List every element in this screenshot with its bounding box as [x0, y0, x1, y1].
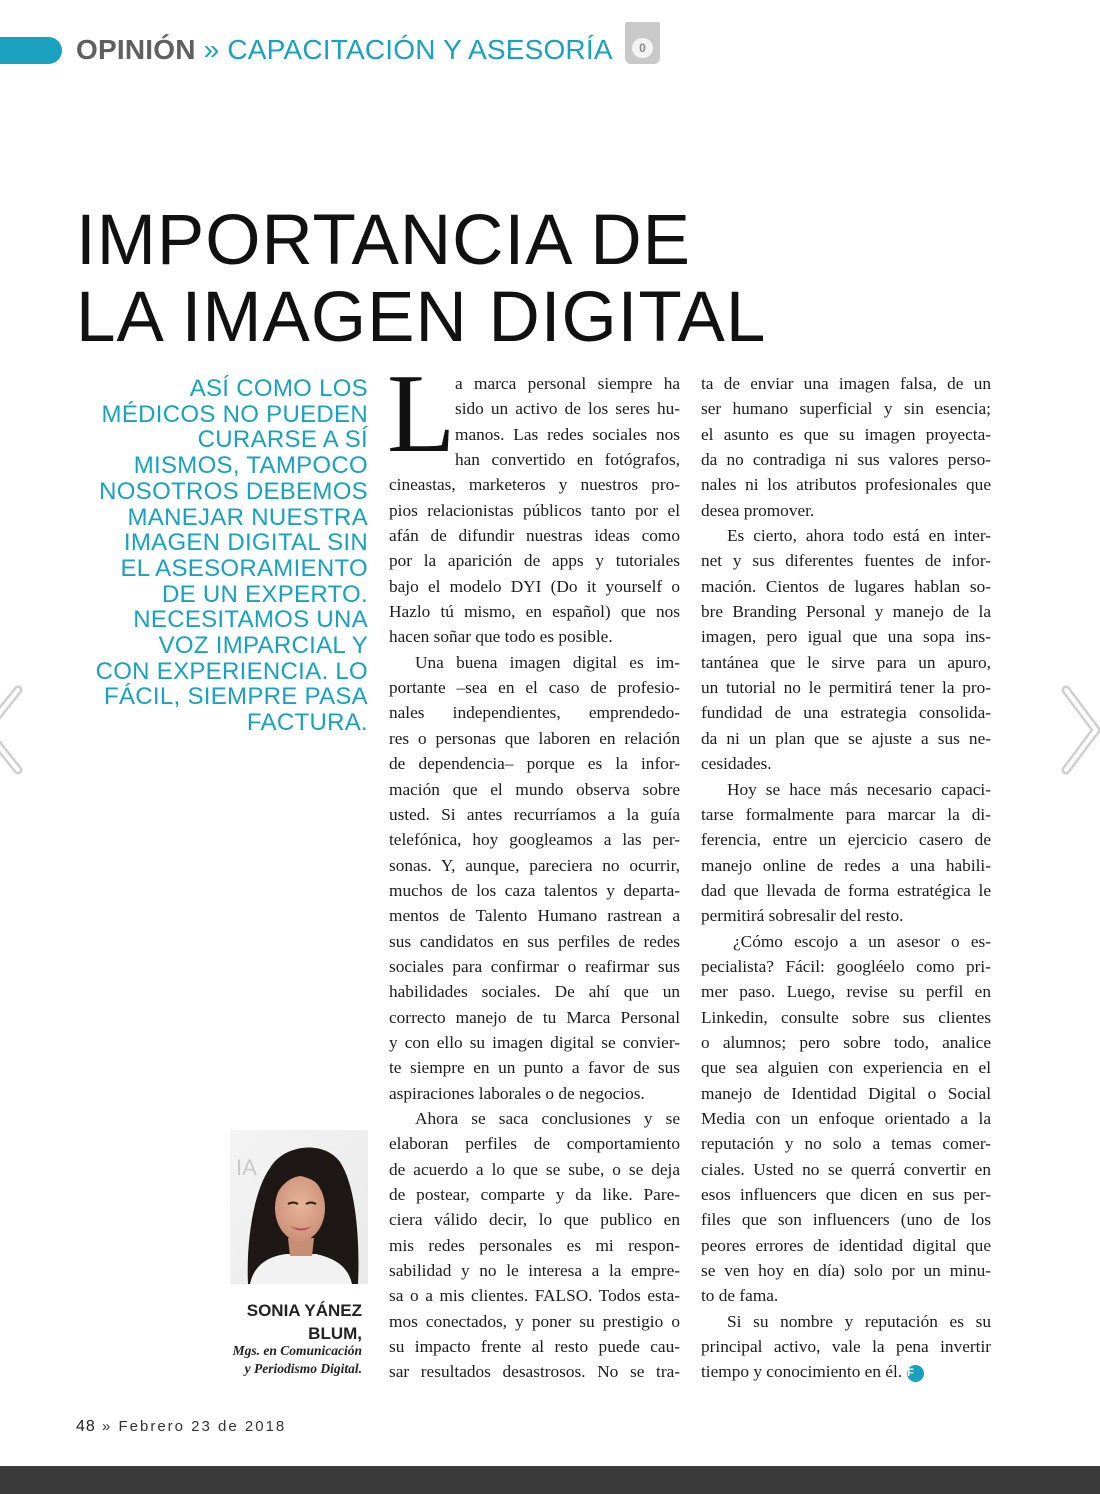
header-accent-tab [0, 37, 62, 64]
author-photo [230, 1130, 368, 1284]
pull-quote-line: CON EXPERIENCIA. LO [95, 657, 368, 685]
body-line-text: un tutorial no le permitirá tener la pro- [701, 678, 991, 698]
body-line [701, 650, 991, 675]
body-line-text: mación que el mundo observa sobre [389, 779, 680, 799]
bottom-bar [0, 1466, 1100, 1494]
body-line-text: a marca personal siempre ha [455, 374, 680, 393]
body-line [701, 1309, 991, 1334]
title-line: IMPORTANCIA DE [76, 201, 691, 280]
body-line-text: tantánea que le sirve para un apuro, [701, 652, 991, 672]
body-line [701, 1207, 991, 1232]
body-line-text: de acuerdo a lo que se sube, o se deja [389, 1159, 680, 1179]
body-line [701, 548, 991, 573]
body-line [389, 574, 680, 599]
body-line-text: mentos de Talento Humano rastrean a [389, 906, 680, 926]
body-line [455, 396, 680, 421]
pull-quote-line: DE UN EXPERTO. [161, 580, 368, 608]
body-line [389, 878, 680, 903]
body-line-text: sociales para confirmar o reafirmar sus [389, 956, 680, 976]
body-line-text: net y sus diferentes fuentes de infor- [701, 551, 991, 571]
body-line-text: mis redes personales es mi respon- [389, 1235, 680, 1255]
article-title [76, 202, 976, 356]
section-tab-mark: 0 [632, 38, 653, 58]
body-line-text: da ni un plan que se ajuste a sus ne- [701, 728, 991, 748]
body-line [389, 903, 680, 928]
body-line-text: tarse formalmente para marcar la di- [701, 804, 991, 824]
body-line-text: sus candidatos en sus perfiles de redes [389, 931, 680, 951]
body-line [389, 498, 680, 523]
section-tab-icon [625, 22, 660, 64]
previous-page-chevron-icon[interactable] [0, 684, 50, 776]
body-line-text: Media con un enfoque orientado a la [701, 1108, 991, 1128]
pull-quote-line: FACTURA. [246, 709, 368, 737]
body-line [389, 1233, 680, 1258]
pull-quote-line: FÁCIL, SIEMPRE PASA [104, 683, 368, 711]
body-line [701, 903, 991, 928]
body-line-text: afán de difundir nuestras ideas como [389, 526, 680, 546]
body-line-text: ciales. Usted no se querrá convertir en [701, 1159, 991, 1179]
body-line-text: permitirá sobresalir del resto. [701, 906, 904, 926]
body-line-text: de dependencia– porque es la infor- [389, 754, 680, 774]
body-line [701, 624, 991, 649]
body-line [389, 1005, 680, 1030]
pull-quote-line: CURARSE A SÍ [197, 426, 368, 454]
body-line-text: Linkedin, consulte sobre sus clientes [701, 1007, 991, 1027]
body-line [455, 447, 680, 472]
folio [76, 1418, 286, 1436]
body-line [701, 853, 991, 878]
body-line [701, 1233, 991, 1258]
body-line-text: manos. Las redes sociales nos [455, 424, 680, 444]
body-line-text: da no contradiga ni sus valores perso- [701, 450, 991, 470]
body-line-text: dad que llevada de forma estratégica le [701, 880, 991, 900]
body-line-text: mer paso. Luego, revise su perfil en [701, 982, 991, 1002]
body-line [389, 777, 680, 802]
body-line-text: el asunto es que su imagen proyecta- [701, 424, 991, 444]
body-line-text: ferencia, entre un ejercicio casero de [701, 830, 991, 850]
pull-quote-line: MÉDICOS NO PUEDEN [101, 400, 368, 428]
body-line [701, 777, 991, 802]
body-line-text: desea promover. [701, 500, 815, 520]
body-line [389, 853, 680, 878]
body-line [701, 1055, 991, 1080]
author-role [170, 1342, 362, 1378]
body-line-text: Una buena imagen digital es im- [415, 652, 680, 672]
body-line [701, 422, 991, 447]
body-line [701, 1081, 991, 1106]
body-line [701, 371, 991, 396]
body-line [701, 1258, 991, 1283]
section-separator: » [203, 34, 220, 65]
body-line [389, 1055, 680, 1080]
body-line [389, 523, 680, 548]
body-line-text: Hazlo tú mismo, en español) que nos [389, 602, 680, 622]
pull-quote-line: EL ASESORAMIENTO [120, 554, 368, 582]
body-line [701, 802, 991, 827]
body-line [389, 979, 680, 1004]
body-line [701, 1182, 991, 1207]
body-line [389, 751, 680, 776]
body-line [389, 827, 680, 852]
body-line-text: esos influencers que dicen en sus per- [701, 1185, 991, 1204]
body-line [701, 1334, 991, 1359]
body-line-text: ser humano superficial y sin esencia; [701, 399, 991, 419]
author-role-line: y Periodismo Digital. [244, 1361, 362, 1376]
body-line-text: nales ni los atributos profesionales que [701, 475, 991, 495]
body-line-text: sido un activo de los seres hu- [455, 399, 680, 419]
author-name [200, 1299, 362, 1345]
body-line [701, 1005, 991, 1030]
body-line-text: nales independientes, emprendedo- [389, 703, 680, 723]
body-line-text: sa o a mis clientes. FALSO. Todos esta- [389, 1286, 680, 1306]
body-line-text: ciera válido decir, lo que publico en [389, 1210, 680, 1230]
body-line [389, 1207, 680, 1232]
body-line-text: manejo online de redes a una habili- [701, 855, 991, 875]
body-line [701, 1030, 991, 1055]
body-line [455, 422, 680, 447]
body-line-text: aspiraciones laborales o de negocios. [389, 1083, 645, 1103]
body-line-text: Hoy se hace más necesario capaci- [727, 779, 991, 799]
body-line [701, 751, 991, 776]
body-line [389, 1157, 680, 1182]
body-line [389, 1359, 680, 1384]
body-line-text: principal activo, vale la pena invertir [701, 1337, 991, 1357]
body-line [701, 675, 991, 700]
body-line [701, 396, 991, 421]
end-mark-icon: F [907, 1365, 924, 1382]
body-line-text: sonas. Y, aunque, pareciera no ocurrir, [389, 855, 680, 875]
body-line-text: mos conectados, y poner su prestigio o [389, 1311, 680, 1331]
page-number: 48 [76, 1418, 96, 1435]
body-line-text: su impacto frente al resto puede cau- [389, 1337, 680, 1357]
body-line-text: bajo el modelo DYI (Do it yourself o [389, 576, 680, 596]
body-line [389, 954, 680, 979]
author-portrait-image [230, 1130, 368, 1284]
body-line [701, 954, 991, 979]
body-line [389, 675, 680, 700]
body-line-text: por la aparición de apps y tutoriales [389, 551, 680, 571]
body-line [389, 929, 680, 954]
body-line-text: Es cierto, ahora todo está en inter- [727, 526, 991, 546]
body-line-text: telefónica, hoy googleamos a las per- [389, 830, 680, 850]
body-line [389, 700, 680, 725]
pull-quote-line: NECESITAMOS UNA [133, 606, 368, 634]
body-line [389, 548, 680, 573]
pull-quote-line: MANEJAR NUESTRA [127, 503, 368, 531]
body-line-text: tiempo y conocimiento en él. [701, 1362, 903, 1382]
body-line-text: y con ello su imagen digital se convier- [389, 1032, 680, 1052]
body-line [389, 599, 680, 624]
body-column-2 [701, 371, 991, 1385]
body-line [389, 1182, 680, 1207]
body-line-text: o alumnos; pero sobre todo, analice [701, 1032, 991, 1052]
body-line-text: portante –sea en el caso de profesio- [389, 678, 680, 698]
body-line [701, 726, 991, 751]
pull-quote [95, 376, 368, 736]
body-line-text: manejo de Identidad Digital o Social [701, 1083, 991, 1103]
body-line-text: res o personas que laboren en relación [389, 728, 680, 748]
body-line-text: mación. Cientos de lugares hablan so- [701, 576, 991, 596]
body-line [701, 472, 991, 497]
section-name: OPINIÓN [76, 34, 196, 65]
body-line [701, 523, 991, 548]
pull-quote-line: VOZ IMPARCIAL Y [158, 632, 368, 660]
body-line [701, 498, 991, 523]
body-line-text: Si su nombre y reputación es su [727, 1311, 991, 1331]
body-line-text: fundidad de una estrategia consolida- [701, 703, 991, 723]
body-line [701, 1359, 991, 1384]
pull-quote-line: MISMOS, TAMPOCO [133, 452, 368, 480]
body-line [455, 371, 680, 396]
folio-separator: » [101, 1418, 113, 1435]
body-line [389, 472, 680, 497]
pull-quote-line: NOSOTROS DEBEMOS [99, 477, 368, 505]
body-line-text: cesidades. [701, 754, 772, 774]
body-line-text: se ven hoy en día) solo por un minu- [701, 1261, 991, 1281]
body-line-text: te siempre en un punto a favor de sus [389, 1058, 680, 1078]
author-name-line: BLUM, [308, 1324, 362, 1343]
body-line [701, 700, 991, 725]
pull-quote-line: IMAGEN DIGITAL SIN [123, 529, 368, 557]
body-line [701, 1157, 991, 1182]
body-line-text: usted. Si antes recurríamos a la guía [389, 804, 680, 824]
pull-quote-line: ASÍ COMO LOS [189, 375, 368, 402]
body-line-text: imagen, pero igual que una sopa ins- [701, 627, 991, 647]
body-line [389, 1030, 680, 1055]
body-line-text: sabilidad y no le interesa a la empre- [389, 1261, 680, 1281]
body-line [701, 599, 991, 624]
next-page-chevron-icon[interactable] [1054, 684, 1100, 776]
body-line [389, 1106, 680, 1131]
body-line-text: bre Branding Personal y manejo de la [701, 602, 991, 622]
body-line [389, 1131, 680, 1156]
body-line [389, 1283, 680, 1308]
body-line-text: sar resultados desastrosos. No se tra- [389, 1362, 680, 1382]
body-line [389, 1258, 680, 1283]
body-line [389, 1334, 680, 1359]
body-line-text: ¿Cómo escojo a un asesor o es- [733, 931, 991, 951]
body-line-text: que sea alguien con experiencia en el [701, 1058, 991, 1078]
author-role-line: Mgs. en Comunicación [232, 1343, 362, 1358]
body-column-1 [389, 371, 680, 1385]
body-line [389, 650, 680, 675]
photo-backdrop-text: IA [236, 1155, 257, 1180]
body-line [389, 1309, 680, 1334]
body-line [701, 827, 991, 852]
body-line-text: peores errores de identidad digital que [701, 1235, 991, 1255]
body-line [701, 1283, 991, 1308]
body-line [701, 447, 991, 472]
body-line-text: muchos de los caza talentos y departa- [389, 880, 680, 900]
issue-date: Febrero 23 de 2018 [118, 1418, 287, 1435]
body-line-text: cineastas, marketeros y nuestros pro- [389, 475, 680, 495]
body-line [701, 1106, 991, 1131]
body-line-text: ta de enviar una imagen falsa, de un [701, 374, 991, 393]
drop-cap: L [387, 352, 456, 476]
body-line-text: pecialista? Fácil: googléelo como pri- [701, 956, 991, 976]
body-line-text: habilidades sociales. De ahí que un [389, 982, 680, 1002]
body-line [389, 726, 680, 751]
body-line [389, 624, 680, 649]
body-line-text: Ahora se saca conclusiones y se [415, 1108, 680, 1128]
body-line-text: de postear, comparte y da like. Pare- [389, 1185, 680, 1204]
body-line [701, 574, 991, 599]
body-line-text: to de fama. [701, 1286, 779, 1306]
body-line [701, 1131, 991, 1156]
body-line [389, 1081, 680, 1106]
body-line [701, 979, 991, 1004]
body-line-text: reputación y no solo a temas comer- [701, 1134, 991, 1154]
body-line-text: elaboran perfiles de comportamiento [389, 1134, 680, 1154]
body-line-text: files que son influencers (uno de los [701, 1210, 991, 1230]
body-line-text: pios relacionistas públicos tanto por el [389, 500, 680, 520]
body-line [701, 878, 991, 903]
title-line: LA IMAGEN DIGITAL [76, 278, 767, 357]
body-line-text: han convertido en fotógrafos, [455, 450, 680, 470]
body-line [701, 929, 991, 954]
body-line [389, 802, 680, 827]
subsection-name: CAPACITACIÓN Y ASESORÍA [227, 34, 613, 65]
author-name-line: SONIA YÁNEZ [246, 1301, 362, 1320]
body-line-text: correcto manejo de tu Marca Personal [389, 1007, 680, 1027]
section-label [76, 32, 613, 68]
body-line-text: hacen soñar que todo es posible. [389, 627, 613, 647]
